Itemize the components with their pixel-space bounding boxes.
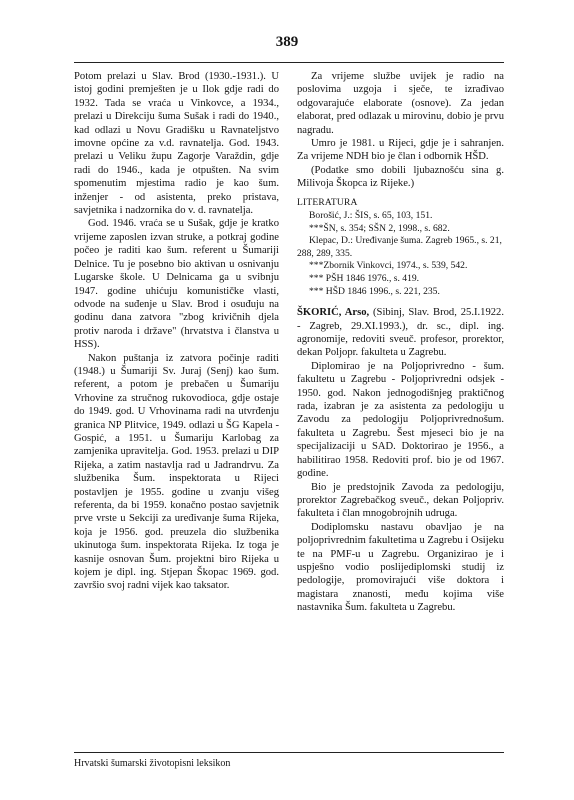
entry-spacer (297, 298, 504, 306)
literature-item: ***ŠN, s. 354; SŠN 2, 1998., s. 682. (309, 222, 450, 234)
body-paragraph: Dodiplomsku nastavu obavljao je na poljoprivrednim fakultetima u Zagrebu i Osijeku te na PMF-u u Zagrebu. Organizirao je i uspješno vodio poslijediplomski studij iz pedologije, promovirajući više doktora i magistara znanosti, među kojima više nastavnika Šum. fakulteta u Zagrebu. (297, 521, 504, 614)
body-paragraph: Za vrijeme službe uvijek je radio na poslovima uzgoja i sječe, te izrađivao odgovarajuće elaborate (osnove). Za jedan elaborat, pred odlazak u mirovinu, dobio je prvu nagradu. (297, 71, 504, 136)
entry-name: ŠKORIĆ, Arso, (297, 307, 370, 319)
footer-title: Hrvatski šumarski životopisni leksikon (74, 758, 231, 769)
page-number: 389 (275, 34, 299, 50)
body-paragraph: Nakon puštanja iz zatvora počinje raditi (1948.) u Šumariji Sv. Juraj (Senj) kao šum. referent, a potom je prebačen u Šumariju Vrhovine za stručnog rukovodioca, gdje ostaje do 1949. god. U Vrhovinama radi na utvrđenju granica NP Plitvice, 1949. odlazi u ŠG Kapela - Gospić, a 1951. u Šumariju Karlobag za zamjenika upravitelja. God. 1953. prelazi u DIP Rijeka, a zatim nastavlja rad u Jadrandrvu. Za službenika Šum. inspektorata u Rijeci postavljen je 1955. godine u zvanju višeg referenta, da bi 1959. konačno postao savjetnik prve vrste u Sekciji za uređivanje šuma Rijeka, koja je 1956. god. preuzela dio službenika ukinutoga šum. inspektorata Rijeka. Iz toga je kasnije osnovan Šum. projektni biro Rijeka u kojem je dipl. ing. Stjepan Škopac 1969. god. završio svoj radni vijek kao taksator. (74, 352, 279, 592)
body-paragraph: (Podatke smo dobili ljubaznošću sina g. Milivoja Škopca iz Rijeke.) (297, 164, 504, 190)
left-column (74, 70, 279, 593)
body-paragraph: Umro je 1981. u Rijeci, gdje je i sahranjen. Za vrijeme NDH bio je član i odbornik HŠD. (297, 138, 504, 163)
literature-item: Klepac, D.: Uređivanje šuma. Zagreb 1965., s. 21, 288, 289, 335. (297, 235, 502, 259)
literature-heading: LITERATURA (297, 197, 358, 208)
literature-item: *** HŠD 1846 1996., s. 221, 235. (309, 285, 440, 297)
literature-item: ***Zbornik Vinkovci, 1974., s. 539, 542. (309, 260, 468, 272)
body-paragraph: God. 1946. vraća se u Sušak, gdje je kratko vrijeme zaposlen izvan struke, a potkraj godine počeo je raditi kao šum. referent u Šumariji Delnice. Tu je posebno bio aktivan u osnivanju Lugarske škole. U Delnicama ga u svibnju 1947. godine uhićuju komunističke vlasti, odvode na suđenje u Slav. Brod i osuđuju na godinu dana zatvora "zbog krivičnih djela protiv naroda i države" (hrvatstva i članstva u HSS). (74, 218, 279, 351)
body-paragraph: Diplomirao je na Poljoprivredno - šum. fakultetu u Zagrebu - Poljoprivredni odsjek - 1950. god. Nakon jednogodišnjeg praktičnog rada, izabran je za asistenta za pedologiju u Zavodu za pedologiju Poljoprivrednošum. fakulteta u Zagrebu. Šest mjeseci bio je na specijalizaciji u SAD. Doktorirao je 1956., a habilitirao 1958. Redoviti prof. bio je od 1967. godine. (297, 360, 504, 480)
literature-item: *** PŠH 1846 1976., s. 419. (309, 273, 420, 285)
literature-list (297, 210, 504, 298)
body-paragraph: Potom prelazi u Slav. Brod (1930.-1931.). U istoj godini premješten je u Ilok gdje radi do 1932. Tada se vraća u Vinkovce, a 1934., prelazi u Direkciju šuma Sušak i radi do 1940., kad odlazi u Novu Gradišku u Ravnateljstvo imovne općine za v.d. ravnatelja. God. 1943. prelazi u Veliku župu Zagorje Varaždin, gdje radi do 1946., kada je otpušten. Na svim spomenutim mjestima radio je kao šum. inženjer - od asistenta, preko pristava, savjetnika i nadzornika do v. d. ravnatelja. (74, 71, 279, 217)
right-column (297, 70, 504, 615)
entry-header (297, 306, 504, 360)
header-rule (74, 62, 504, 63)
body-paragraph: Bio je predstojnik Zavoda za pedologiju, prorektor Zagrebačkog sveuč., dekan Poljopriv. fakulteta i član mnogobrojnih udruga. (297, 481, 504, 520)
literature-item: Borošić, J.: ŠIS, s. 65, 103, 151. (309, 210, 433, 222)
entry-header-details: (Sibinj, Slav. Brod, 25.I.1922. - Zagreb, 29.XI.1993.), dr. sc., dipl. ing. agronomije, redoviti sveuč. profesor, prorektor, dekan Poljopr. fakulteta u Zagrebu. (297, 307, 504, 359)
footer-rule (74, 752, 504, 753)
